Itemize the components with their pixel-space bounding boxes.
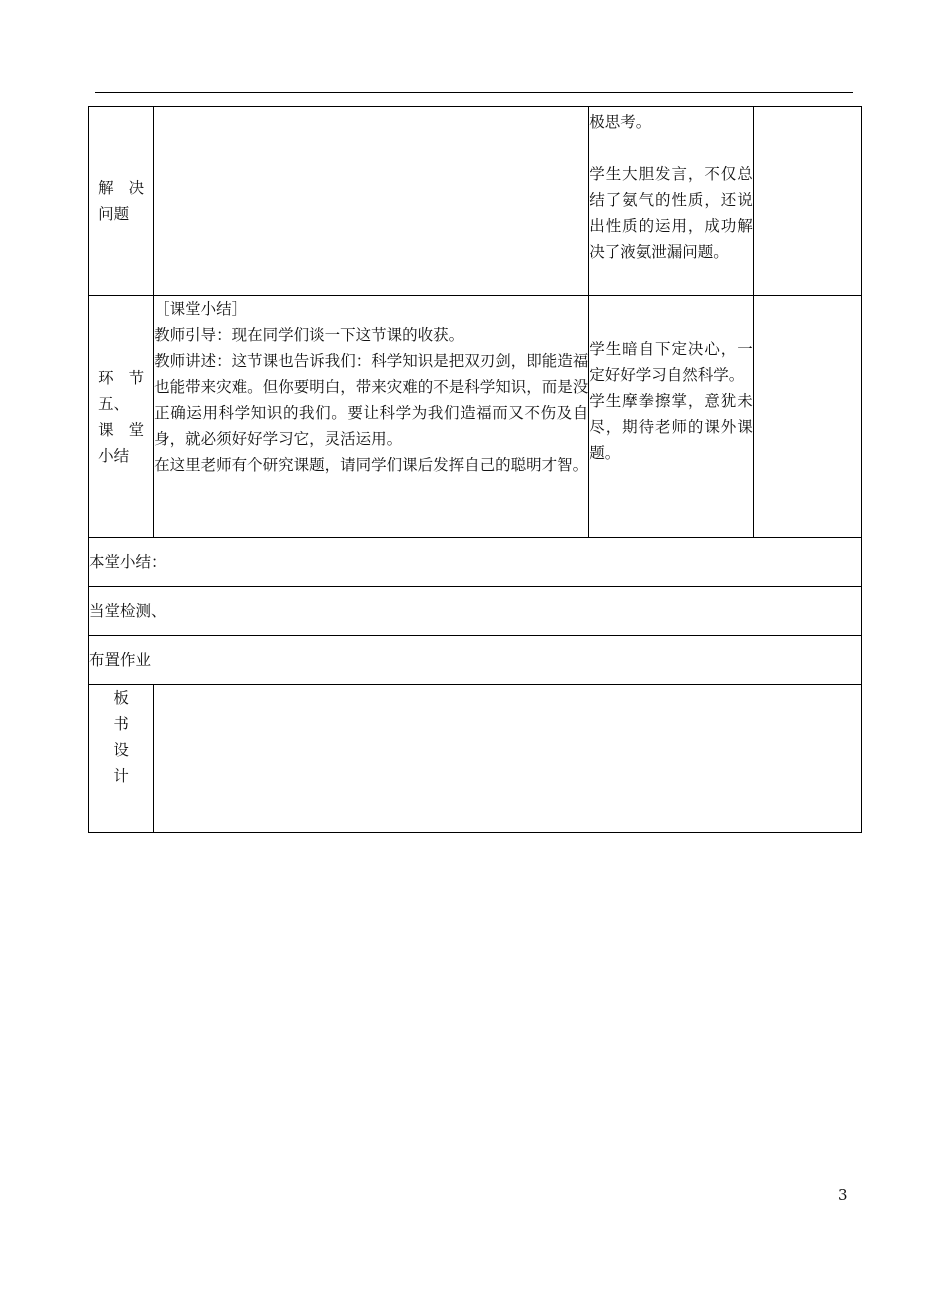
row-solve-problem [89,107,862,296]
teacher-activity-cell [154,296,589,538]
label-line: 五、 [98,394,130,413]
blank-line [589,135,752,161]
label-lesson-summary [89,296,154,538]
teacher-text: 教师讲述：这节课也告诉我们：科学知识是把双刃剑，即能造福也能带来灾难。但你要明白，带来灾难的不是科学知识，而是没正确运用科学知识的我们。要让科学为我们造福而又不伤及自身，就必须好好学习它，灵活运用。 [154,352,589,448]
row-class-summary [89,538,862,587]
label-char: 计 [113,767,129,785]
label-line: 环 节 [98,368,145,387]
row-lesson-summary [89,296,862,538]
label-char: 书 [113,715,129,733]
class-test-label: 当堂检测、 [89,602,167,620]
header-rule [95,92,853,93]
teacher-text: ［课堂小结］ [154,300,248,318]
label-char: 设 [113,741,129,759]
row-homework [89,636,862,685]
label-board-design [89,685,154,833]
label-line: 解 决 [98,179,145,197]
teacher-activity-cell [154,107,589,296]
student-text: 学生大胆发言，不仅总结了氨气的性质，还说出性质的运用，成功解决了液氨泄漏问题。 [589,165,753,261]
row-board-design [89,685,862,833]
student-activity-cell [589,107,753,296]
notes-cell [753,107,861,296]
label-char: 板 [113,689,129,707]
student-text: 学生摩拳擦掌，意犹未尽，期待老师的课外课题。 [589,392,753,462]
class-summary-label: 本堂小结： [89,553,167,571]
page-number: 3 [838,1186,848,1204]
label-line: 课 堂 [98,420,145,439]
notes-cell [753,296,861,538]
teacher-text: 在这里老师有个研究课题，请同学们课后发挥自己的聪明才智。 [154,456,589,474]
class-test-cell [89,587,862,636]
label-line: 小结 [98,446,130,465]
homework-label: 布置作业 [89,651,152,669]
row-class-test [89,587,862,636]
board-design-content-cell [154,685,862,833]
lesson-plan-table [88,106,862,833]
student-text: 学生暗自下定决心，一定好好学习自然科学。 [589,340,753,384]
label-line: 问题 [98,205,130,223]
label-solve-problem [89,107,154,296]
student-text: 极思考。 [589,113,652,131]
student-activity-cell [589,296,753,538]
class-summary-cell [89,538,862,587]
teacher-text: 教师引导：现在同学们谈一下这节课的收获。 [154,326,465,344]
homework-cell [89,636,862,685]
